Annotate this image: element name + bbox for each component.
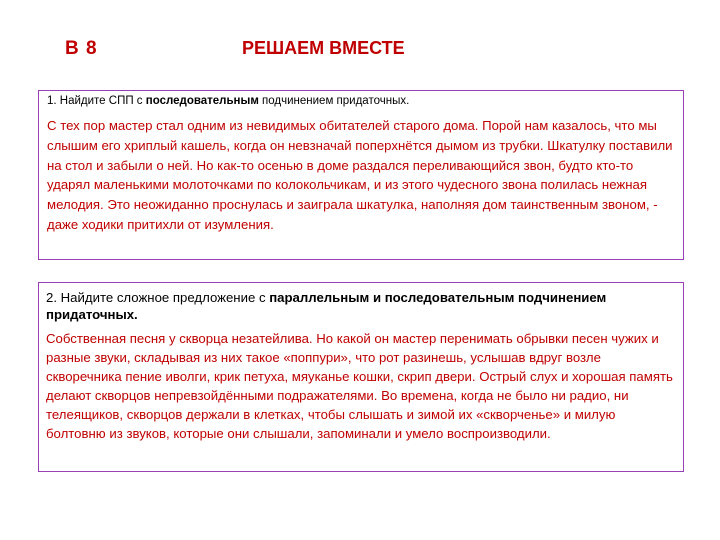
slide-number: В 8 (65, 38, 98, 59)
task-2-question-prefix: 2. Найдите сложное предложение с (46, 290, 270, 305)
task-1-text: С тех пор мастер стал одним из невидимых обитателей старого дома. Порой нам казалось, что мы слышим его хриплый кашель, когда он невзначай поперхнётся дымом из трубки. Шкатулку поставили на стол и забыли о ней. Но как-то осенью в доме раздался переливающийся звон, будто кто-то ударял маленькими молоточками по колокольчикам, и из этого чудесного звона полилась нежная мелодия. Это неожиданно проснулась и заиграла шкатулка, наполняя дом таинственным звоном, - даже ходики притихли от изумления. (47, 118, 673, 232)
task-1-box (38, 90, 684, 260)
page-title: РЕШАЕМ ВМЕСТЕ (242, 38, 405, 58)
task-1-question (47, 94, 674, 109)
task-2-question-bold: параллельным и последовательным подчинением придаточных. (46, 290, 607, 322)
task-2-text: Собственная песня у скворца незатейлива. Но какой он мастер перенимать обрывки песен чужих и разные звуки, складывая из них такое «поппури», что рот разинешь, услышав вдруг возле скворечника пение иволги, крик петуха, мяуканье кошки, скрип двери. Острый слух и хорошая память делают скворцов непревзойдёнными подражателями. Во времена, когда не было ни радио, ни телеящиков, скворцов держали в клетках, чтобы слышать и зимой их «скворченье» и милую болтовню из звуков, которые они слышали, запоминали и умело воспроизводили. (46, 331, 673, 441)
task-2-box (38, 282, 684, 472)
task-2-question (46, 289, 674, 323)
task-1-question-suffix: подчинением придаточных. (258, 95, 410, 107)
task-1-question-bold: последовательным (145, 95, 259, 107)
task-1-question-prefix: 1. Найдите СПП с (47, 95, 146, 107)
